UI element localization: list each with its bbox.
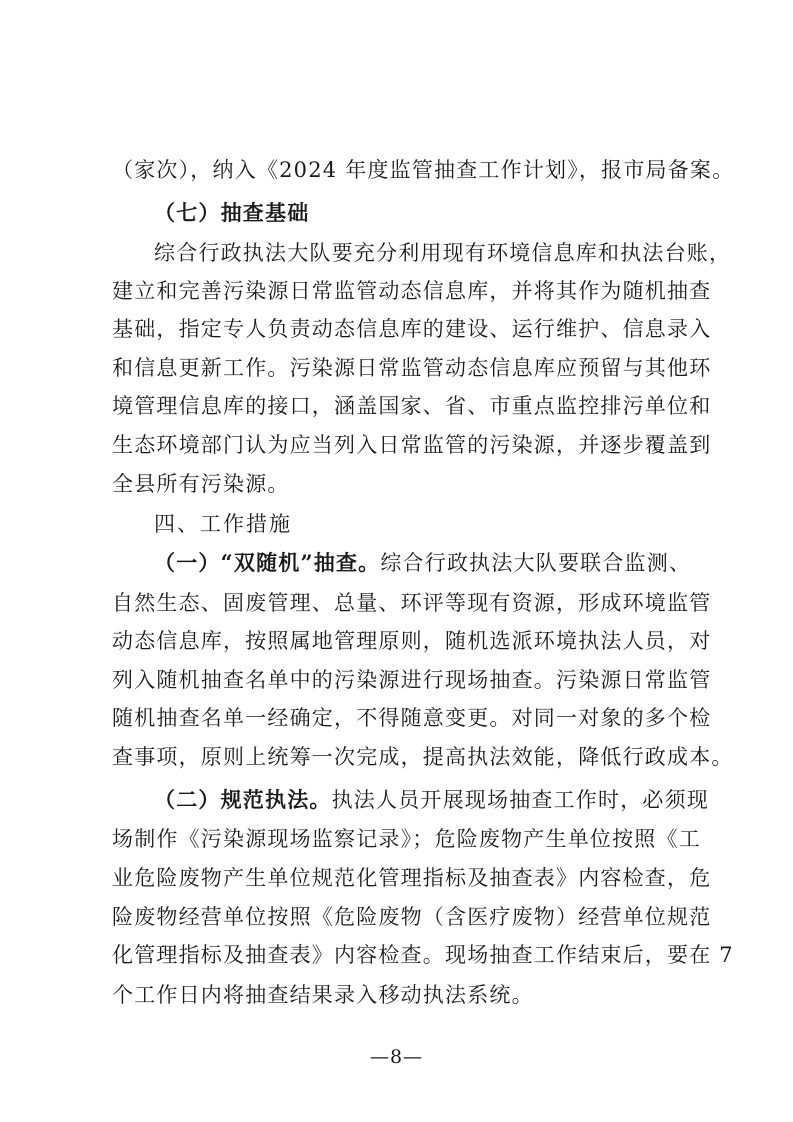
paragraph-text: 执法人员开展现场抽查工作时，必须现 [331, 788, 710, 812]
paragraph-line: 综合行政执法大队要充分利用现有环境信息库和执法台账， [154, 241, 732, 265]
paragraph-line: 业危险废物产生单位规范化管理指标及抽查表》内容检查，危 [112, 866, 712, 890]
paragraph-line: 基础，指定专人负责动态信息库的建设、运行维护、信息录入 [112, 317, 712, 341]
page-number: —8— [369, 1046, 424, 1068]
paragraph-line: 场制作《污染源现场监察记录》；危险废物产生单位按照《工 [112, 827, 701, 851]
paragraph-text: 综合行政执法大队要联合监测、 [380, 551, 692, 575]
section-heading-7: （七）抽查基础 [154, 200, 310, 225]
paragraph-line: 生态环境部门认为应当列入日常监管的污染源，并逐步覆盖到 [112, 433, 712, 457]
paragraph-line: 动态信息库，按照属地管理原则，随机选派环境执法人员，对 [112, 629, 712, 653]
paragraph-line: 自然生态、固废管理、总量、环评等现有资源，形成环境监管 [112, 591, 712, 615]
paragraph-line: 和信息更新工作。污染源日常监管动态信息库应预留与其他环 [112, 356, 712, 380]
paragraph-line: 查事项，原则上统筹一次完成，提高执法效能，降低行政成本。 [112, 745, 734, 769]
paragraph-line: 化管理指标及抽查表》内容检查。现场抽查工作结束后，要在 7 [112, 943, 734, 967]
paragraph-line: 险废物经营单位按照《危险废物（含医疗废物）经营单位规范 [112, 905, 712, 929]
paragraph-line: 建立和完善污染源日常监管动态信息库，并将其作为随机抽查 [112, 279, 712, 303]
paragraph-line: 境管理信息库的接口，涵盖国家、省、市重点监控排污单位和 [112, 394, 712, 418]
subheading-double-random: （一）“双随机”抽查。 [154, 550, 381, 575]
paragraph-line [154, 550, 690, 576]
subheading-regulate-enforcement: （二）规范执法。 [154, 787, 332, 812]
paragraph-line: 全县所有污染源。 [112, 472, 290, 496]
paragraph-line: 随机抽查名单一经确定，不得随意变更。对同一对象的多个检 [112, 706, 712, 730]
paragraph-line: （家次），纳入《2024 年度监管抽查工作计划》，报市局备案。 [112, 158, 735, 182]
paragraph-line [154, 787, 710, 813]
paragraph-line: 个工作日内将抽查结果录入移动执法系统。 [112, 983, 534, 1007]
section-heading-4: 四、工作措施 [154, 512, 292, 536]
paragraph-line: 列入随机抽查名单中的污染源进行现场抽查。污染源日常监管 [112, 668, 712, 692]
